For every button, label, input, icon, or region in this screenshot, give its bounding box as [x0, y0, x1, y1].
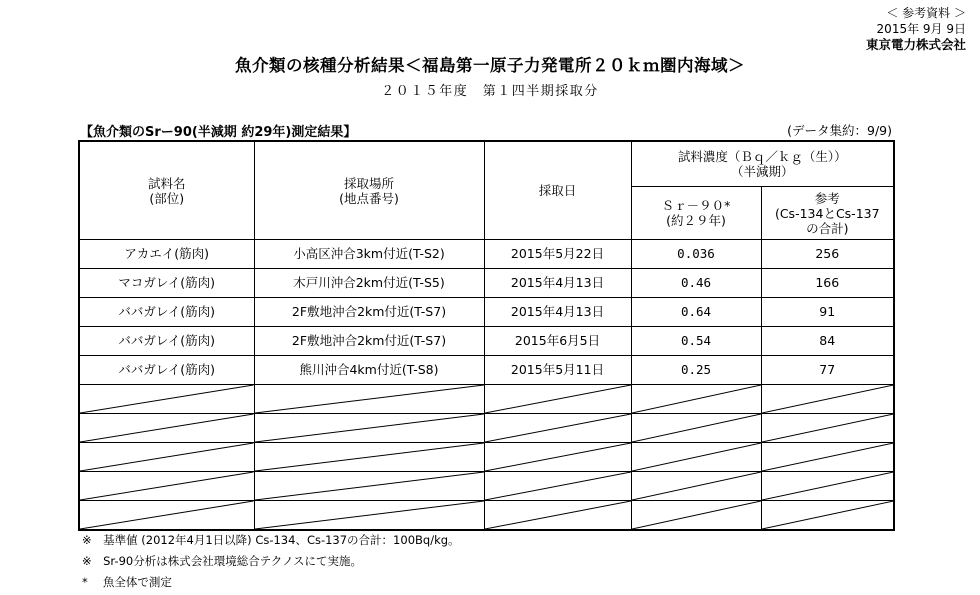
- strike-line: [80, 385, 254, 413]
- strike-line: [255, 501, 484, 529]
- cell-sample: ババガレイ(筋肉): [79, 298, 254, 327]
- empty-table-row: [79, 385, 894, 414]
- strike-line: [485, 501, 631, 529]
- empty-rows: [79, 385, 894, 531]
- empty-cell: [631, 443, 761, 472]
- empty-cell: [484, 443, 631, 472]
- section-title: 【魚介類のSrー90(半減期 約29年)測定結果】: [80, 125, 357, 140]
- strike-line: [255, 385, 484, 413]
- header-location: [254, 141, 484, 240]
- strike-line: [255, 414, 484, 442]
- cell-location: 小高区沖合3km付近(T-S2): [254, 240, 484, 269]
- cell-sample: ババガレイ(筋肉): [79, 327, 254, 356]
- note-whole-fish: * 魚全体で測定: [82, 575, 172, 589]
- cell-date: 2015年4月13日: [484, 298, 631, 327]
- cell-location: 2F敷地沖合2km付近(T-S7): [254, 327, 484, 356]
- cell-sample: アカエイ(筋肉): [79, 240, 254, 269]
- strike-line: [485, 472, 631, 500]
- header-concentration: [631, 141, 894, 187]
- empty-cell: [254, 501, 484, 531]
- empty-cell: [484, 385, 631, 414]
- table-row: [79, 356, 894, 385]
- header-reference: [761, 187, 894, 240]
- cell-sr90: 0.64: [631, 298, 761, 327]
- cell-sr90: 0.036: [631, 240, 761, 269]
- strike-line: [485, 443, 631, 471]
- cell-date: 2015年5月11日: [484, 356, 631, 385]
- table-row: [79, 298, 894, 327]
- strike-line: [762, 472, 894, 500]
- cell-location: 熊川沖合4km付近(T-S8): [254, 356, 484, 385]
- cell-cs-total: 91: [761, 298, 894, 327]
- cell-date: 2015年4月13日: [484, 269, 631, 298]
- empty-cell: [254, 385, 484, 414]
- strike-line: [762, 385, 894, 413]
- cell-sr90: 0.54: [631, 327, 761, 356]
- table-row: [79, 327, 894, 356]
- strike-line: [80, 414, 254, 442]
- document-title: 魚介類の核種分析結果＜福島第一原子力発電所２０ｋｍ圏内海域＞: [235, 56, 745, 75]
- document-subtitle: ２０１５年度 第１四半期採取分: [381, 84, 599, 99]
- strike-line: [762, 501, 894, 529]
- empty-cell: [79, 385, 254, 414]
- strike-line: [632, 472, 761, 500]
- strike-line: [80, 443, 254, 471]
- strike-line: [632, 501, 761, 529]
- header-sr90: [631, 187, 761, 240]
- empty-cell: [484, 501, 631, 531]
- empty-cell: [79, 501, 254, 531]
- strike-line: [80, 501, 254, 529]
- strike-line: [632, 385, 761, 413]
- table-row: [79, 269, 894, 298]
- strike-line: [632, 414, 761, 442]
- cell-cs-total: 256: [761, 240, 894, 269]
- empty-table-row: [79, 472, 894, 501]
- empty-table-row: [79, 443, 894, 472]
- empty-cell: [631, 472, 761, 501]
- empty-cell: [761, 414, 894, 443]
- strike-line: [255, 472, 484, 500]
- cell-date: 2015年5月22日: [484, 240, 631, 269]
- cell-cs-total: 166: [761, 269, 894, 298]
- empty-cell: [254, 472, 484, 501]
- organization-name: 東京電力株式会社: [865, 37, 966, 52]
- header-location-text: 採取場所 (地点番号): [339, 175, 399, 206]
- results-table: [78, 140, 895, 531]
- empty-cell: [484, 414, 631, 443]
- strike-line: [762, 414, 894, 442]
- empty-cell: [254, 414, 484, 443]
- header-concentration-text: 試料濃度（Ｂｑ／ｋｇ（生）） （半減期）: [677, 149, 847, 179]
- header-date: [484, 141, 631, 240]
- cell-sample: マコガレイ(筋肉): [79, 269, 254, 298]
- cell-sample: ババガレイ(筋肉): [79, 356, 254, 385]
- empty-cell: [761, 472, 894, 501]
- note-standard-value: ※ 基準値 (2012年4月1日以降) Cs-134、Cs-137の合計：100Bq/kg。: [82, 533, 460, 547]
- strike-line: [485, 414, 631, 442]
- empty-cell: [484, 472, 631, 501]
- table-row: [79, 240, 894, 269]
- header-sample-name-text: 試料名 (部位): [147, 175, 186, 206]
- empty-cell: [631, 414, 761, 443]
- strike-line: [632, 443, 761, 471]
- header-sample-name: [79, 141, 254, 240]
- cell-sr90: 0.46: [631, 269, 761, 298]
- empty-cell: [631, 385, 761, 414]
- document-date: 2015年 9月 9日: [876, 22, 966, 36]
- empty-cell: [761, 443, 894, 472]
- strike-line: [485, 385, 631, 413]
- cell-date: 2015年6月5日: [484, 327, 631, 356]
- cell-cs-total: 77: [761, 356, 894, 385]
- empty-cell: [79, 414, 254, 443]
- data-collected-note: (データ集約：9/9): [787, 123, 892, 138]
- empty-table-row: [79, 414, 894, 443]
- cell-location: 木戸川沖合2km付近(T-S5): [254, 269, 484, 298]
- empty-cell: [254, 443, 484, 472]
- header-date-text: 採取日: [538, 183, 577, 198]
- strike-line: [762, 443, 894, 471]
- header-reference-text: 参考 (Cs-134とCs-137 の合計): [774, 190, 880, 236]
- header-sr90-text: Ｓｒ－９０* (約２９年): [661, 198, 731, 228]
- empty-cell: [79, 472, 254, 501]
- strike-line: [255, 443, 484, 471]
- empty-cell: [761, 501, 894, 531]
- empty-cell: [79, 443, 254, 472]
- cell-cs-total: 84: [761, 327, 894, 356]
- note-analysis-lab: ※ Sr-90分析は株式会社環境総合テクノスにて実施。: [82, 554, 363, 568]
- reference-tag: ＜ 参考資料 ＞: [886, 6, 966, 20]
- empty-table-row: [79, 501, 894, 531]
- empty-cell: [631, 501, 761, 531]
- strike-line: [80, 472, 254, 500]
- cell-location: 2F敷地沖合2km付近(T-S7): [254, 298, 484, 327]
- empty-cell: [761, 385, 894, 414]
- cell-sr90: 0.25: [631, 356, 761, 385]
